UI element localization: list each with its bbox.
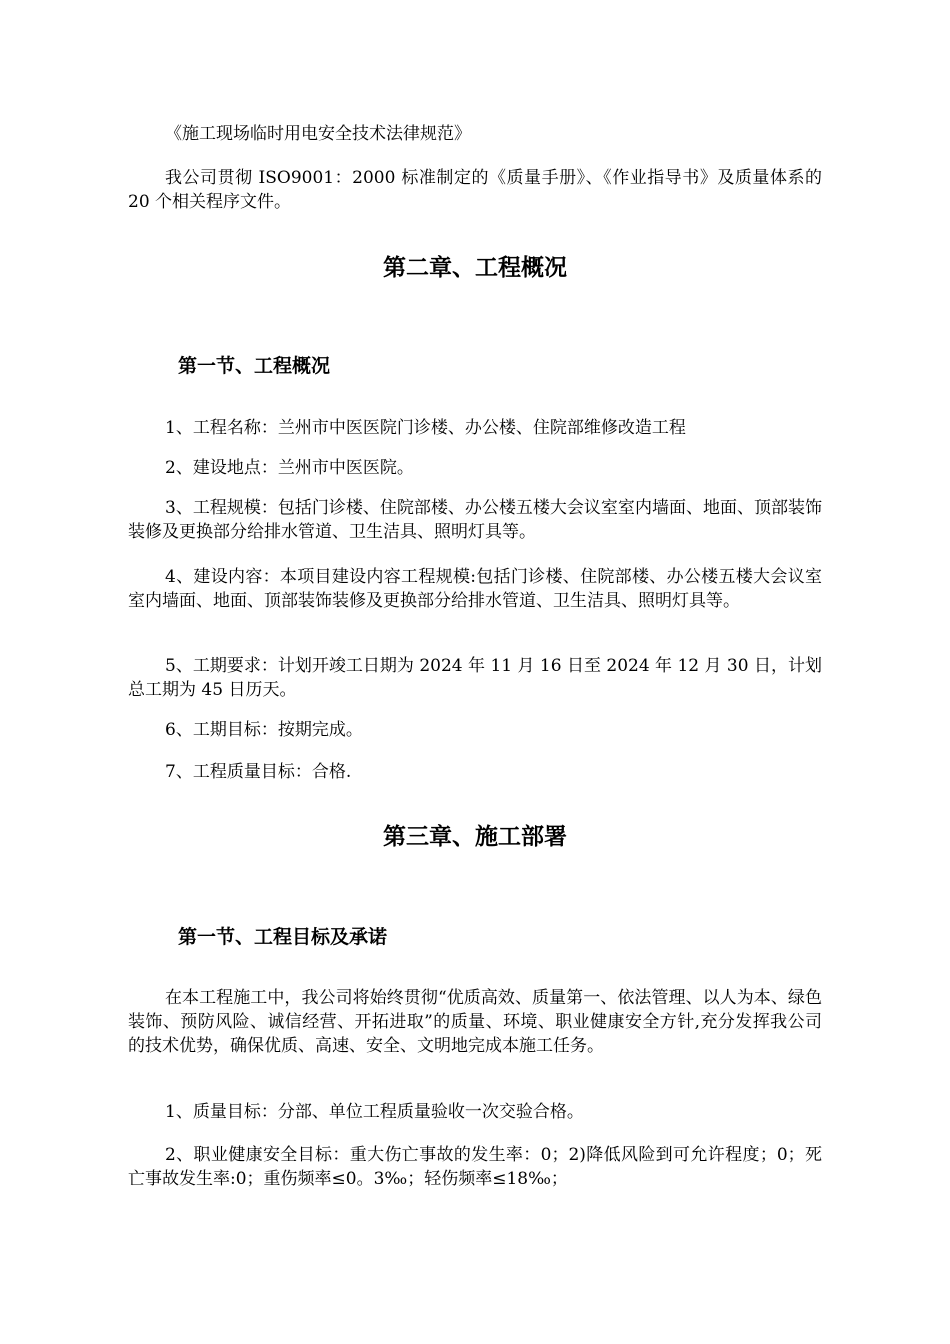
- list-item: 7、工程质量目标：合格.: [165, 762, 352, 782]
- list-item: 1、工程名称：兰州市中医医院门诊楼、办公楼、住院部维修改造工程: [165, 418, 686, 438]
- list-item: 5、工期要求：计划开竣工日期为 2024 年 11 月 16 日至 2024 年 12 月 30 日，计划总工期为 45 日历天。: [128, 656, 822, 700]
- list-item: 4、建设内容：本项目建设内容工程规模:包括门诊楼、住院部楼、办公楼五楼大会议室室内墙面、地面、顶部装饰装修及更换部分给排水管道、卫生洁具、照明灯具等。: [128, 567, 822, 611]
- list-item: 在本工程施工中，我公司将始终贯彻“优质高效、质量第一、依法管理、以人为本、绿色装饰、预防风险、诚信经营、开拓进取”的质量、环境、职业健康安全方针,充分发挥我公司的技术优势，确保优质、高速、安全、文明地完成本施工任务。: [128, 988, 822, 1056]
- list-item: 2、职业健康安全目标：重大伤亡事故的发生率：0；2)降低风险到可允许程度；0；死亡事故发生率:0；重伤频率≤0。3‰；轻伤频率≤18‰；: [128, 1145, 822, 1189]
- chapter-title: 第三章、施工部署: [383, 824, 567, 850]
- section-title: 第一节、工程目标及承诺: [178, 926, 388, 948]
- chapter-title: 第二章、工程概况: [383, 255, 567, 281]
- intro-paragraph: 我公司贯彻 ISO9001：2000 标准制定的《质量手册》、《作业指导书》及质量体系的 20 个相关程序文件。: [128, 168, 822, 212]
- intro-paragraph: 《施工现场临时用电安全技术法律规范》: [165, 124, 471, 144]
- section-title: 第一节、工程概况: [178, 355, 331, 377]
- list-item: 1、质量目标：分部、单位工程质量验收一次交验合格。: [165, 1102, 584, 1122]
- list-item: 3、工程规模：包括门诊楼、住院部楼、办公楼五楼大会议室室内墙面、地面、顶部装饰装修及更换部分给排水管道、卫生洁具、照明灯具等。: [128, 498, 822, 542]
- list-item: 2、建设地点：兰州市中医医院。: [165, 458, 414, 478]
- list-item: 6、工期目标：按期完成。: [165, 720, 363, 740]
